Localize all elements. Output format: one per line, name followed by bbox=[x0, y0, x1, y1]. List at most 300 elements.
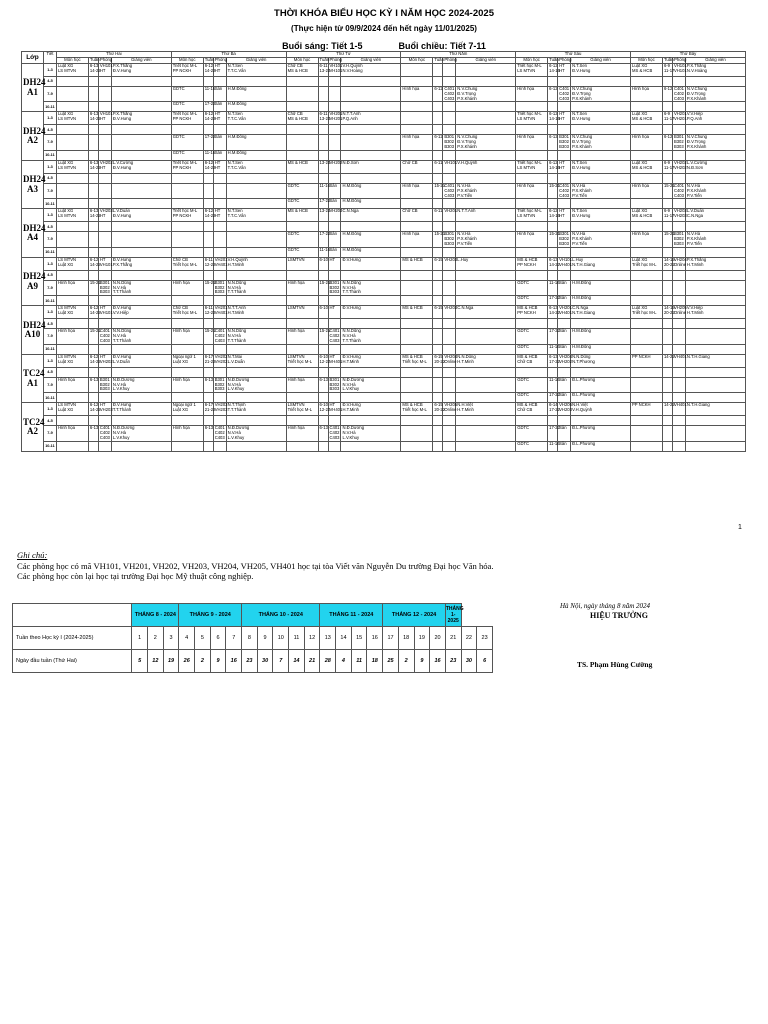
sub-header: Môn học bbox=[171, 57, 203, 63]
cell-room: VH205 Online bbox=[443, 403, 456, 416]
cell-lecturer bbox=[341, 102, 401, 112]
cell-subject: Hình họa bbox=[516, 135, 548, 150]
cell-lecturer: N.V.Hà P.X.Khánh P.V.Tiến bbox=[571, 183, 631, 198]
cell-lecturer bbox=[226, 367, 286, 377]
cell-subject: LS MTVN Luật XG bbox=[56, 306, 88, 319]
cell-lecturer bbox=[456, 280, 516, 295]
cell-subject bbox=[171, 296, 203, 306]
cell-lecturer: V.H.Quỳnh N.V.Hoàng bbox=[341, 63, 401, 76]
cell-lecturer bbox=[456, 426, 516, 441]
cell-weeks: 6-14 17-22 bbox=[548, 403, 558, 416]
cell-weeks: 6-12 14-22 bbox=[88, 306, 98, 319]
cell-subject: Chữ CB bbox=[401, 160, 433, 173]
cell-weeks: 17-22 bbox=[548, 296, 558, 306]
period-label: 10-11 bbox=[43, 393, 56, 403]
cell-subject bbox=[286, 270, 318, 280]
cell-room: VH203 bbox=[443, 306, 456, 319]
cell-room: HT VH101 bbox=[98, 257, 111, 270]
cell-lecturer: H.M.Đông bbox=[571, 344, 631, 354]
cell-lecturer: C.N.Nga bbox=[456, 306, 516, 319]
cell-subject bbox=[516, 173, 548, 183]
cell-weeks: 6-10 12-22 bbox=[318, 403, 328, 416]
cell-lecturer bbox=[571, 102, 631, 112]
cell-subject: Triết học M-L PP NCKH bbox=[171, 112, 203, 125]
cell-weeks bbox=[433, 329, 443, 344]
cell-room bbox=[443, 393, 456, 403]
cell-lecturer bbox=[341, 296, 401, 306]
cell-weeks bbox=[433, 416, 443, 426]
cell-subject bbox=[631, 344, 663, 354]
cell-lecturer: P.X.Thắng Đ.V.Hưng bbox=[111, 63, 171, 76]
cell-weeks bbox=[433, 280, 443, 295]
cell-lecturer bbox=[456, 112, 516, 125]
cell-lecturer: N.T.T.Anh H.T.Minh bbox=[226, 306, 286, 319]
timetable-row bbox=[22, 257, 746, 270]
cell-weeks: 15-21 bbox=[433, 183, 443, 198]
cell-room: Sân bbox=[328, 199, 341, 209]
cell-subject: MS & HCB PP NCKH bbox=[516, 306, 548, 319]
cell-room: B301 B302 B303 bbox=[214, 279, 225, 295]
cell-lecturer: N.Đ.Dương N.V.Hà L.V.Khuy bbox=[111, 426, 171, 441]
cell-weeks bbox=[662, 393, 672, 403]
cell-weeks bbox=[433, 270, 443, 280]
week-number: 14 bbox=[336, 627, 352, 650]
cell-room: Sân bbox=[213, 86, 226, 101]
cell-subject bbox=[171, 319, 203, 329]
cell-subject: GDTC bbox=[516, 426, 548, 441]
cell-room bbox=[213, 232, 226, 247]
session-times bbox=[0, 41, 768, 51]
period-label: 4-5 bbox=[43, 416, 56, 426]
sub-header: Giảng viên bbox=[571, 57, 631, 63]
cell-subject bbox=[516, 76, 548, 86]
cell-weeks bbox=[88, 183, 98, 198]
cell-subject bbox=[286, 76, 318, 86]
cell-weeks: 17-22 bbox=[548, 393, 558, 403]
cell-subject bbox=[401, 150, 433, 160]
cell-lecturer: N.T.Sen T.T.C.Vân bbox=[226, 209, 286, 222]
cell-subject: Luật XG MS & HCB bbox=[631, 63, 663, 76]
cell-weeks: 6-13 14-22 bbox=[88, 209, 98, 222]
cell-weeks bbox=[318, 222, 328, 232]
cell-subject bbox=[401, 296, 433, 306]
cell-lecturer bbox=[685, 426, 745, 441]
cell-lecturer bbox=[111, 135, 171, 150]
week-start-day: 19 bbox=[163, 650, 179, 673]
cell-subject bbox=[56, 76, 88, 86]
cell-room: VH203 bbox=[328, 209, 341, 222]
cell-room bbox=[98, 86, 111, 101]
cell-weeks: 6-12 14-22 bbox=[88, 403, 98, 416]
cell-weeks bbox=[433, 112, 443, 125]
cell-subject: GDTC bbox=[286, 199, 318, 209]
cell-weeks: 11-16 bbox=[548, 344, 558, 354]
cell-weeks bbox=[662, 199, 672, 209]
timetable-row bbox=[22, 232, 746, 247]
cell-weeks bbox=[88, 135, 98, 150]
period-label: 10-11 bbox=[43, 441, 56, 451]
cell-room bbox=[443, 222, 456, 232]
cell-subject: Luật XG Triết học M-L bbox=[631, 257, 663, 270]
cell-weeks bbox=[433, 173, 443, 183]
cell-weeks: 6-15 20-22 bbox=[433, 354, 443, 367]
cell-room: HT HT bbox=[213, 160, 226, 173]
cell-room bbox=[443, 150, 456, 160]
cell-room: VH205 VH203 bbox=[558, 403, 571, 416]
cell-weeks bbox=[662, 125, 672, 135]
cell-room: VH204 Online bbox=[672, 257, 685, 270]
cell-room: VH201 VH401 bbox=[213, 257, 226, 270]
cell-subject: Hình họa bbox=[171, 280, 203, 295]
cell-lecturer: N.V.Chung Đ.V.Trọng P.X.Khánh bbox=[685, 86, 745, 101]
cell-weeks bbox=[433, 319, 443, 329]
cell-weeks: 17-22 bbox=[548, 329, 558, 344]
cell-subject: Triết học M-L LS MTVN bbox=[516, 112, 548, 125]
cell-weeks bbox=[203, 183, 213, 198]
cell-weeks bbox=[88, 173, 98, 183]
cell-lecturer: N.Đ.Dương N.V.Hà L.V.Khuy bbox=[341, 377, 401, 392]
cell-lecturer bbox=[685, 367, 745, 377]
cell-weeks: 15-21 bbox=[318, 280, 328, 295]
cell-weeks bbox=[548, 102, 558, 112]
cell-room: VH201 VH401 bbox=[213, 306, 226, 319]
cell-subject bbox=[56, 270, 88, 280]
cell-room: VH201 VH201 bbox=[672, 112, 685, 125]
cell-subject bbox=[631, 426, 663, 441]
cell-subject: Hình họa bbox=[631, 135, 663, 150]
cell-room bbox=[98, 199, 111, 209]
cell-lecturer: L.V.Duẩn C.N.Nga bbox=[685, 209, 745, 222]
cell-room: B301 B302 B303 bbox=[444, 134, 455, 150]
cell-lecturer: N.N.Dũng N.V.Hà T.T.Thành bbox=[341, 329, 401, 344]
cell-weeks bbox=[662, 247, 672, 257]
cell-subject: GDTC bbox=[171, 102, 203, 112]
cell-room: VH101 HT bbox=[98, 112, 111, 125]
cell-room: HT HT bbox=[558, 160, 571, 173]
cell-room: B301 B302 B303 bbox=[559, 231, 569, 246]
cell-subject: GDTC bbox=[516, 377, 548, 392]
cell-lecturer: N.T.T.Anh bbox=[456, 209, 516, 222]
cell-room: C401 C402 C403 bbox=[444, 182, 455, 198]
cell-subject bbox=[56, 367, 88, 377]
period-label: 10-11 bbox=[43, 199, 56, 209]
cell-lecturer bbox=[111, 344, 171, 354]
cell-lecturer: H.M.Đông bbox=[341, 247, 401, 257]
cell-subject: MS & HCB PP NCKH bbox=[516, 257, 548, 270]
timetable-row bbox=[22, 426, 746, 441]
cell-weeks bbox=[548, 270, 558, 280]
cell-weeks bbox=[662, 426, 672, 441]
cell-weeks bbox=[318, 344, 328, 354]
week-number: 4 bbox=[179, 627, 195, 650]
cell-subject bbox=[401, 102, 433, 112]
cell-lecturer: H.M.Đông bbox=[341, 232, 401, 247]
sub-header: Giảng viên bbox=[341, 57, 401, 63]
cell-subject bbox=[286, 344, 318, 354]
cell-weeks: 13-23 bbox=[318, 209, 328, 222]
cell-weeks bbox=[548, 199, 558, 209]
sub-header: Giảng viên bbox=[456, 57, 516, 63]
cell-lecturer: N.T.H.Giang bbox=[685, 403, 745, 416]
cell-room bbox=[558, 150, 571, 160]
cell-lecturer bbox=[456, 270, 516, 280]
sub-header: Phòng bbox=[214, 56, 228, 62]
cell-lecturer: Đ.V.Hưng P.X.Thắng bbox=[111, 257, 171, 270]
cell-weeks bbox=[548, 222, 558, 232]
cell-subject bbox=[56, 393, 88, 403]
cell-subject bbox=[286, 173, 318, 183]
cell-weeks: 6-13 bbox=[318, 426, 328, 441]
cell-weeks bbox=[433, 76, 443, 86]
cell-room bbox=[328, 344, 341, 354]
cell-weeks bbox=[88, 150, 98, 160]
week-number: 2 bbox=[148, 627, 164, 650]
cell-subject bbox=[56, 102, 88, 112]
week-number: 1 bbox=[132, 627, 148, 650]
cell-weeks bbox=[318, 150, 328, 160]
cell-subject bbox=[516, 319, 548, 329]
cell-room: B301 B302 B303 bbox=[99, 279, 110, 295]
cell-room bbox=[213, 416, 226, 426]
cell-lecturer bbox=[226, 199, 286, 209]
cell-lecturer bbox=[456, 76, 516, 86]
cell-subject: Hình họa bbox=[56, 426, 88, 441]
cell-subject: Hình họa bbox=[171, 377, 203, 392]
cell-room bbox=[98, 173, 111, 183]
period-label: 1-3 bbox=[43, 209, 56, 222]
day-header: Thứ Bảy bbox=[631, 52, 746, 58]
cell-weeks bbox=[433, 222, 443, 232]
cell-weeks bbox=[88, 86, 98, 101]
cell-lecturer bbox=[226, 232, 286, 247]
cell-weeks: 6-9 11-17 bbox=[662, 112, 672, 125]
cell-room bbox=[558, 76, 571, 86]
month-header: THÁNG 8 - 2024 bbox=[132, 604, 179, 627]
cell-weeks bbox=[662, 76, 672, 86]
cell-weeks: 11-16 bbox=[548, 441, 558, 451]
cell-room: C401 C402 C403 bbox=[559, 182, 570, 198]
cell-room: HT HT bbox=[213, 112, 226, 125]
cell-lecturer bbox=[341, 135, 401, 150]
cell-subject bbox=[286, 86, 318, 101]
cell-room bbox=[558, 416, 571, 426]
cell-subject: Luật XG MS & HCB bbox=[631, 112, 663, 125]
cell-room bbox=[443, 329, 456, 344]
cell-lecturer bbox=[111, 247, 171, 257]
cell-weeks: 15-21 bbox=[548, 183, 558, 198]
cell-weeks: 15-21 bbox=[88, 329, 98, 344]
month-header: THÁNG 11 - 2024 bbox=[320, 604, 383, 627]
cell-weeks: 6-10 bbox=[318, 257, 328, 270]
cell-lecturer: N.T.Sen Đ.V.Hưng bbox=[571, 63, 631, 76]
cell-weeks bbox=[548, 76, 558, 86]
cell-lecturer bbox=[685, 222, 745, 232]
cell-weeks: 14-22 bbox=[662, 403, 672, 416]
cell-lecturer: L.Huy N.T.H.Giang bbox=[571, 257, 631, 270]
cell-subject bbox=[516, 416, 548, 426]
timetable-row bbox=[22, 354, 746, 367]
period-label: 7-9 bbox=[43, 135, 56, 150]
period-label: 7-9 bbox=[43, 232, 56, 247]
cell-subject bbox=[56, 441, 88, 451]
cell-lecturer: Đ.V.Hưng H.T.Minh bbox=[341, 354, 401, 367]
cell-lecturer bbox=[111, 441, 171, 451]
cell-weeks: 6-11 13-23 bbox=[318, 112, 328, 125]
timetable-row bbox=[22, 222, 746, 232]
cell-subject: Luật XG MS & HCB bbox=[631, 160, 663, 173]
cell-subject bbox=[56, 199, 88, 209]
cell-subject: Hình họa bbox=[171, 426, 203, 441]
cell-room bbox=[672, 296, 685, 306]
period-label: 7-9 bbox=[43, 329, 56, 344]
week-start-day: 11 bbox=[351, 650, 367, 673]
week-number: 22 bbox=[461, 627, 477, 650]
cell-room: B301 B302 B303 bbox=[329, 376, 340, 392]
cell-lecturer: Đ.V.Hưng H.T.Minh bbox=[341, 403, 401, 416]
cell-room: VH202 VH202 bbox=[213, 354, 226, 367]
cell-room bbox=[443, 344, 456, 354]
cell-weeks: 6-11 bbox=[433, 209, 443, 222]
cell-lecturer: N.V.Chung Đ.V.Trọng P.X.Khánh bbox=[456, 86, 516, 101]
month-header: THÁNG 12 - 2024 bbox=[383, 604, 446, 627]
cell-weeks bbox=[318, 296, 328, 306]
cell-weeks bbox=[548, 367, 558, 377]
sub-header: Phòng bbox=[559, 56, 572, 62]
cell-weeks bbox=[548, 150, 558, 160]
cell-subject bbox=[631, 393, 663, 403]
timetable-row bbox=[22, 125, 746, 135]
sub-header: Giảng viên bbox=[226, 57, 286, 63]
cell-weeks: 6-12 bbox=[548, 135, 558, 150]
cell-weeks bbox=[433, 441, 443, 451]
cell-lecturer: P.X.Thắng H.T.Minh bbox=[685, 257, 745, 270]
cell-subject: MS & HCB bbox=[401, 306, 433, 319]
cell-lecturer bbox=[456, 344, 516, 354]
cell-subject: Hình họa bbox=[401, 232, 433, 247]
timetable-row bbox=[22, 160, 746, 173]
cell-lecturer bbox=[226, 270, 286, 280]
week-row-label: Tuần theo Học kỳ I (2024-2025) bbox=[13, 627, 132, 650]
cell-subject: GDTC bbox=[286, 232, 318, 247]
cell-subject bbox=[631, 416, 663, 426]
cell-room: VH101 VH101 bbox=[328, 63, 341, 76]
cell-weeks bbox=[318, 393, 328, 403]
cell-subject: Ngoại ngữ 1 Luật XG bbox=[171, 403, 203, 416]
cell-room: VH201 bbox=[443, 209, 456, 222]
period-label: 1-3 bbox=[43, 306, 56, 319]
cell-weeks bbox=[548, 173, 558, 183]
cell-lecturer bbox=[226, 125, 286, 135]
cell-subject bbox=[286, 367, 318, 377]
cell-room bbox=[558, 222, 571, 232]
cell-room: Sân bbox=[328, 247, 341, 257]
cell-lecturer: N.T.Sen Đ.V.Hưng bbox=[571, 160, 631, 173]
cell-weeks bbox=[88, 125, 98, 135]
cell-room: HT VH101 bbox=[98, 306, 111, 319]
cell-weeks bbox=[662, 173, 672, 183]
cell-subject bbox=[171, 367, 203, 377]
cell-weeks: 6-10 bbox=[318, 306, 328, 319]
cell-room: Sân bbox=[558, 426, 571, 441]
cell-lecturer bbox=[685, 199, 745, 209]
cell-weeks bbox=[433, 393, 443, 403]
cell-subject: Luật XG LS MTVN bbox=[56, 112, 88, 125]
cell-room: Sân bbox=[558, 393, 571, 403]
cell-subject: LSMTVN bbox=[286, 257, 318, 270]
cell-room: Sân bbox=[213, 150, 226, 160]
cell-weeks: 6-12 14-22 bbox=[88, 354, 98, 367]
cell-weeks bbox=[203, 441, 213, 451]
cell-lecturer: L.Huy bbox=[456, 257, 516, 270]
cell-lecturer bbox=[111, 150, 171, 160]
cell-lecturer: N.T.Sen T.T.C.Vân bbox=[226, 160, 286, 173]
cell-weeks: 6-12 14-16 bbox=[548, 112, 558, 125]
timetable-row bbox=[22, 393, 746, 403]
cell-weeks bbox=[203, 344, 213, 354]
cell-lecturer bbox=[685, 173, 745, 183]
cell-weeks bbox=[433, 377, 443, 392]
cell-lecturer bbox=[341, 222, 401, 232]
cell-room bbox=[328, 125, 341, 135]
cell-lecturer bbox=[341, 319, 401, 329]
cell-subject bbox=[631, 125, 663, 135]
cell-subject bbox=[516, 102, 548, 112]
signature-date: Hà Nội, ngày tháng 8 năm 2024 bbox=[560, 602, 651, 610]
week-start-day: 30 bbox=[461, 650, 477, 673]
cell-subject bbox=[401, 367, 433, 377]
cell-subject bbox=[401, 199, 433, 209]
cell-room: VH203 VH203 bbox=[672, 209, 685, 222]
cell-subject: Hình họa bbox=[631, 232, 663, 247]
cell-lecturer bbox=[341, 150, 401, 160]
cell-room bbox=[328, 393, 341, 403]
cell-subject bbox=[171, 416, 203, 426]
cell-weeks: 6-13 14-22 bbox=[88, 63, 98, 76]
cell-room bbox=[672, 329, 685, 344]
cell-weeks bbox=[548, 125, 558, 135]
cell-weeks: 6-12 14-22 bbox=[203, 209, 213, 222]
cell-lecturer bbox=[341, 367, 401, 377]
cell-lecturer: H.M.Đông bbox=[226, 150, 286, 160]
cell-weeks: 6-12 bbox=[662, 86, 672, 101]
period-label: 4-5 bbox=[43, 125, 56, 135]
cell-room bbox=[328, 296, 341, 306]
cell-room: Sân bbox=[558, 329, 571, 344]
cell-weeks: 6-11 12-22 bbox=[203, 306, 213, 319]
cell-subject: Luật XG Triết học M-L bbox=[631, 306, 663, 319]
cell-subject: Luật XG LS MTVN bbox=[56, 63, 88, 76]
cell-subject bbox=[56, 150, 88, 160]
cell-subject: LS MTVN Luật XG bbox=[56, 403, 88, 416]
cell-weeks: 6-15 20-22 bbox=[433, 403, 443, 416]
cell-lecturer bbox=[341, 76, 401, 86]
cell-subject bbox=[401, 125, 433, 135]
cell-lecturer bbox=[341, 416, 401, 426]
cell-room bbox=[328, 270, 341, 280]
cell-weeks bbox=[662, 150, 672, 160]
cell-room: B301 B302 B303 bbox=[214, 376, 225, 392]
cell-weeks: 6-13 14-22 bbox=[548, 306, 558, 319]
cell-room: Sân bbox=[558, 377, 571, 392]
cell-weeks bbox=[203, 393, 213, 403]
cell-subject: LSMTVN Triết học M-L bbox=[286, 403, 318, 416]
cell-subject: Luật XG LS MTVN bbox=[56, 160, 88, 173]
cell-lecturer bbox=[571, 319, 631, 329]
cell-subject bbox=[401, 426, 433, 441]
cell-weeks bbox=[88, 441, 98, 451]
week-number: 7 bbox=[226, 627, 242, 650]
cell-subject: GDTC bbox=[286, 183, 318, 198]
